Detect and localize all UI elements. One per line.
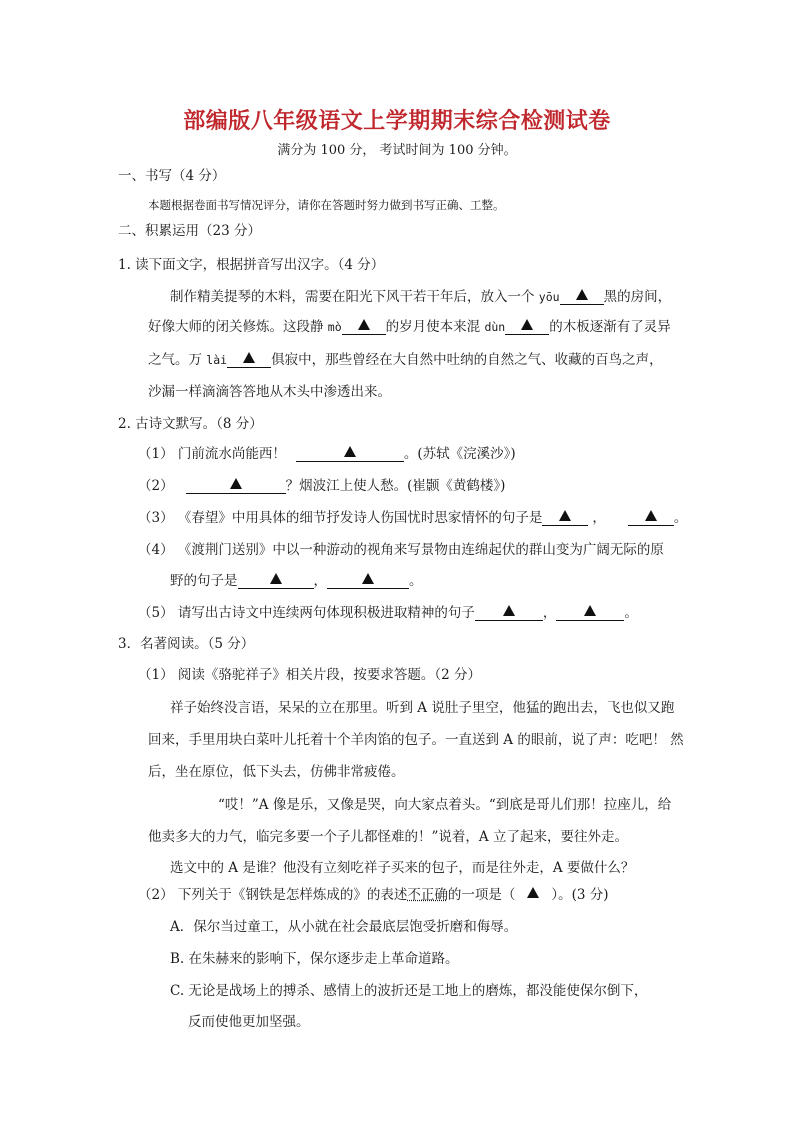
q3-passage-line-5: 他卖多大的力气，临完多要一个子儿都怪难的！”说着，A 立了起来，要往外走。 <box>148 829 628 845</box>
triangle-marker-icon <box>559 510 571 521</box>
triangle-marker-icon <box>243 352 255 363</box>
q1-line-4: 沙漏一样滴滴答答地从木头中渗透出来。 <box>148 384 391 400</box>
q3-passage-line-3: 后，坐在原位，低下头去，仿佛非常疲倦。 <box>148 764 405 780</box>
pinyin-2: mò <box>327 320 342 334</box>
q2-item-4-line-2: 野的句子是 ， 。 <box>170 573 423 589</box>
triangle-marker-icon <box>645 510 657 521</box>
q3-option-c-line-1: C. 无论是战场上的搏杀、感情上的波折还是工地上的磨炼，都没能使保尔倒下， <box>170 983 648 999</box>
exam-title: 部编版八年级语文上学期期末综合检测试卷 <box>183 108 611 134</box>
q2-item-4-line-1: （4） 《渡荆门送别》中以一种游动的视角来写景物由连绵起伏的群山变为广阔无际的原 <box>138 542 664 558</box>
pinyin-3: dùn <box>484 320 506 334</box>
triangle-marker-icon <box>584 605 596 616</box>
q1-label: 1. 读下面文字，根据拼音写出汉字。（4 分） <box>118 257 385 273</box>
q3-passage-line-1: 祥子始终没言语，呆呆的立在那里。听到 A 说肚子里空，他猛的跑出去，飞也似又跑 <box>170 700 675 716</box>
triangle-marker-icon <box>270 573 282 584</box>
answer-blank[interactable] <box>227 352 271 368</box>
answer-blank[interactable] <box>238 573 314 589</box>
q1-line-3: 之气。万 lài 俱寂中，那些曾经在大自然中吐纳的自然之气、收藏的百鸟之声， <box>148 352 663 368</box>
section-1-note: 本题根据卷面书写情况评分，请你在答题时努力做到书写正确、工整。 <box>148 198 505 212</box>
answer-blank[interactable] <box>556 605 624 621</box>
q2-item-5: （5） 请写出古诗文中连续两句体现积极进取精神的句子 ， 。 <box>138 605 638 621</box>
q3-passage-line-4: “哎！”A 像是乐，又像是哭，向大家点着头。“到底是哥儿们那！拉座儿，给 <box>218 797 672 813</box>
q3-option-c-line-2: 反而使他更加坚强。 <box>188 1014 310 1030</box>
q1-line-1: 制作精美提琴的木料，需要在阳光下风干若干年后，放入一个 yōu 黑的房间， <box>170 289 672 305</box>
triangle-marker-icon <box>503 605 515 616</box>
answer-blank[interactable] <box>542 510 588 526</box>
answer-blank[interactable] <box>186 478 286 494</box>
q3-sub-1: （1） 阅读《骆驼祥子》相关片段，按要求答题。（2 分） <box>138 667 482 683</box>
q3-option-a: A．保尔当过童工，从小就在社会最底层饱受折磨和侮辱。 <box>170 919 518 935</box>
triangle-marker-icon <box>358 319 370 330</box>
pinyin-4: lài <box>206 353 228 367</box>
answer-blank[interactable] <box>327 573 409 589</box>
answer-blank[interactable] <box>628 510 674 526</box>
answer-blank[interactable] <box>560 289 604 305</box>
q2-label: 2. 古诗文默写。（8 分） <box>118 416 263 432</box>
q3-sub-2: （2） 下列关于《钢铁是怎样炼成的》的表述不正确的一项是（ ）。(3 分) <box>138 887 609 903</box>
q2-item-3: （3） 《春望》中用具体的细节抒发诗人伤国忧时思家情怀的句子是 ， 。 <box>138 510 688 526</box>
answer-blank[interactable] <box>342 319 386 335</box>
triangle-marker-icon <box>362 573 374 584</box>
triangle-marker-icon <box>230 478 242 489</box>
triangle-marker-icon <box>344 446 356 457</box>
answer-blank[interactable] <box>296 446 404 462</box>
section-1-heading: 一、书写（4 分） <box>118 168 226 184</box>
answer-blank[interactable] <box>505 319 549 335</box>
q2-item-2: （2） ？烟波江上使人愁。(崔颢《黄鹤楼》) <box>138 478 506 494</box>
q2-item-1: （1） 门前流水尚能西！ 。(苏轼《浣溪沙》) <box>138 446 516 462</box>
pinyin-1: yōu <box>538 290 560 304</box>
q3-passage-question: 选文中的 A 是谁？他没有立刻吃祥子买来的包子，而是往外走，A 要做什么？ <box>170 860 635 876</box>
q3-option-b: B. 在朱赫来的影响下，保尔逐步走上革命道路。 <box>170 951 459 967</box>
triangle-marker-icon <box>527 887 539 898</box>
answer-blank[interactable] <box>475 605 543 621</box>
triangle-marker-icon <box>521 319 533 330</box>
q3-passage-line-2: 回来，手里用块白菜叶儿托着十个羊肉馅的包子。一直送到 A 的眼前，说了声：吃吧！ 然 <box>148 732 684 748</box>
exam-subtitle: 满分为 100 分， 考试时间为 100 分钟。 <box>277 143 517 158</box>
q1-line-2: 好像大师的闭关修炼。这段静 mò 的岁月使本来混 dùn 的木板逐渐有了灵异 <box>148 319 671 335</box>
triangle-marker-icon <box>576 289 588 300</box>
q3-label: 3．名著阅读。（5 分） <box>118 636 255 652</box>
section-2-heading: 二、积累运用（23 分） <box>118 223 261 239</box>
choice-blank[interactable] <box>515 886 551 904</box>
